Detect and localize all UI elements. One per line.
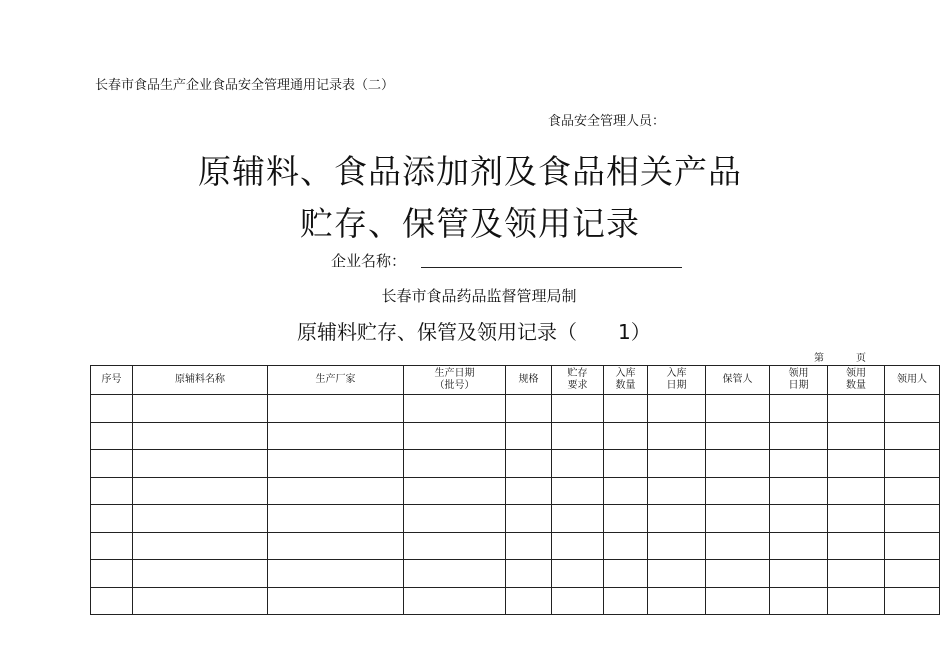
table-cell[interactable] xyxy=(706,422,770,450)
table-cell[interactable] xyxy=(91,395,133,423)
table-cell[interactable] xyxy=(648,587,706,615)
table-cell[interactable] xyxy=(552,395,604,423)
table-cell[interactable] xyxy=(133,587,268,615)
table-cell[interactable] xyxy=(91,505,133,533)
table-cell[interactable] xyxy=(648,450,706,478)
table-row xyxy=(91,560,940,588)
safety-manager-label: 食品安全管理人员： xyxy=(548,114,666,129)
table-cell[interactable] xyxy=(770,450,828,478)
table-cell[interactable] xyxy=(604,532,648,560)
table-cell[interactable] xyxy=(404,560,506,588)
table-cell[interactable] xyxy=(648,532,706,560)
table-cell[interactable] xyxy=(885,422,940,450)
series-title: 长春市食品生产企业食品安全管理通用记录表（二） xyxy=(95,78,395,93)
table-cell[interactable] xyxy=(506,422,552,450)
col-header-storage-req: 贮存 要求 xyxy=(552,366,604,395)
table-cell[interactable] xyxy=(404,587,506,615)
table-cell[interactable] xyxy=(91,560,133,588)
table-cell[interactable] xyxy=(506,587,552,615)
table-cell[interactable] xyxy=(91,450,133,478)
table-row xyxy=(91,395,940,423)
table-cell[interactable] xyxy=(268,505,404,533)
col-header-seq: 序号 xyxy=(91,366,133,395)
table-cell[interactable] xyxy=(552,450,604,478)
table-cell[interactable] xyxy=(648,560,706,588)
table-cell[interactable] xyxy=(706,477,770,505)
table-body xyxy=(91,395,940,615)
table-cell[interactable] xyxy=(506,477,552,505)
table-cell[interactable] xyxy=(268,532,404,560)
table-cell[interactable] xyxy=(648,422,706,450)
record-subtitle: 原辅料贮存、保管及领用记录（ xyxy=(297,320,577,344)
table-cell[interactable] xyxy=(133,422,268,450)
table-cell[interactable] xyxy=(552,587,604,615)
table-cell[interactable] xyxy=(604,560,648,588)
table-cell[interactable] xyxy=(885,560,940,588)
table-cell[interactable] xyxy=(268,450,404,478)
table-cell[interactable] xyxy=(885,587,940,615)
table-cell[interactable] xyxy=(404,422,506,450)
table-cell[interactable] xyxy=(133,477,268,505)
table-cell[interactable] xyxy=(91,587,133,615)
col-header-use-qty: 领用 数量 xyxy=(828,366,885,395)
col-header-material-name: 原辅料名称 xyxy=(133,366,268,395)
record-number: 1） xyxy=(618,320,651,344)
table-cell[interactable] xyxy=(91,422,133,450)
table-cell[interactable] xyxy=(770,587,828,615)
table-cell[interactable] xyxy=(506,395,552,423)
table-cell[interactable] xyxy=(770,477,828,505)
col-header-keeper: 保管人 xyxy=(706,366,770,395)
table-cell[interactable] xyxy=(604,450,648,478)
table-row xyxy=(91,587,940,615)
table-row xyxy=(91,532,940,560)
table-cell[interactable] xyxy=(91,477,133,505)
table-cell[interactable] xyxy=(885,505,940,533)
table-row xyxy=(91,505,940,533)
table-cell[interactable] xyxy=(885,532,940,560)
table-cell[interactable] xyxy=(404,505,506,533)
table-cell[interactable] xyxy=(268,477,404,505)
table-cell[interactable] xyxy=(706,532,770,560)
table-cell[interactable] xyxy=(604,422,648,450)
table-cell[interactable] xyxy=(828,477,885,505)
table-cell[interactable] xyxy=(133,532,268,560)
col-header-use-date: 领用 日期 xyxy=(770,366,828,395)
col-header-in-qty: 入库 数量 xyxy=(604,366,648,395)
table-cell[interactable] xyxy=(706,395,770,423)
table-cell[interactable] xyxy=(828,422,885,450)
table-cell[interactable] xyxy=(506,450,552,478)
table-header-row xyxy=(91,366,940,395)
table-cell[interactable] xyxy=(706,505,770,533)
table-cell[interactable] xyxy=(552,532,604,560)
table-cell[interactable] xyxy=(770,422,828,450)
table-cell[interactable] xyxy=(885,450,940,478)
table-cell[interactable] xyxy=(91,532,133,560)
table-cell[interactable] xyxy=(706,560,770,588)
table-cell[interactable] xyxy=(770,505,828,533)
main-title-line2: 贮存、保管及领用记录 xyxy=(300,204,640,243)
table-cell[interactable] xyxy=(552,422,604,450)
table-cell[interactable] xyxy=(828,505,885,533)
table-cell[interactable] xyxy=(506,532,552,560)
company-name-label: 企业名称： xyxy=(331,252,407,270)
table-cell[interactable] xyxy=(552,505,604,533)
table-cell[interactable] xyxy=(133,505,268,533)
table-cell[interactable] xyxy=(770,532,828,560)
table-cell[interactable] xyxy=(268,560,404,588)
page-label-prefix: 第 xyxy=(814,353,824,364)
table-cell[interactable] xyxy=(133,560,268,588)
table-cell[interactable] xyxy=(133,450,268,478)
table-cell[interactable] xyxy=(828,560,885,588)
table-cell[interactable] xyxy=(552,560,604,588)
table-cell[interactable] xyxy=(604,395,648,423)
table-cell[interactable] xyxy=(770,395,828,423)
table-cell[interactable] xyxy=(552,477,604,505)
table-cell[interactable] xyxy=(133,395,268,423)
page-label-suffix: 页 xyxy=(856,353,866,364)
table-cell[interactable] xyxy=(506,505,552,533)
table-cell[interactable] xyxy=(648,505,706,533)
table-row xyxy=(91,450,940,478)
table-cell[interactable] xyxy=(404,477,506,505)
table-cell[interactable] xyxy=(404,532,506,560)
table-cell[interactable] xyxy=(268,422,404,450)
table-cell[interactable] xyxy=(268,395,404,423)
table-cell[interactable] xyxy=(706,450,770,478)
table-cell[interactable] xyxy=(828,395,885,423)
table-cell[interactable] xyxy=(604,477,648,505)
table-cell[interactable] xyxy=(648,395,706,423)
company-name-field[interactable] xyxy=(421,267,682,268)
table-row xyxy=(91,422,940,450)
table-cell[interactable] xyxy=(828,450,885,478)
table-cell[interactable] xyxy=(404,450,506,478)
table-cell[interactable] xyxy=(828,532,885,560)
record-table xyxy=(90,365,940,615)
col-header-user: 领用人 xyxy=(885,366,940,395)
col-header-production-date: 生产日期 （批号） xyxy=(404,366,506,395)
col-header-spec: 规格 xyxy=(506,366,552,395)
issuer-text: 长春市食品药品监督管理局制 xyxy=(381,287,577,305)
col-header-manufacturer: 生产厂家 xyxy=(268,366,404,395)
col-header-in-date: 入库 日期 xyxy=(648,366,706,395)
table-cell[interactable] xyxy=(648,477,706,505)
table-cell[interactable] xyxy=(404,395,506,423)
table-row xyxy=(91,477,940,505)
table-cell[interactable] xyxy=(604,505,648,533)
table-cell[interactable] xyxy=(770,560,828,588)
table-cell[interactable] xyxy=(885,477,940,505)
table-cell[interactable] xyxy=(506,560,552,588)
main-title-line1: 原辅料、食品添加剂及食品相关产品 xyxy=(198,152,742,191)
table-cell[interactable] xyxy=(268,587,404,615)
table-cell[interactable] xyxy=(828,587,885,615)
table-cell[interactable] xyxy=(706,587,770,615)
table-cell[interactable] xyxy=(885,395,940,423)
table-cell[interactable] xyxy=(604,587,648,615)
